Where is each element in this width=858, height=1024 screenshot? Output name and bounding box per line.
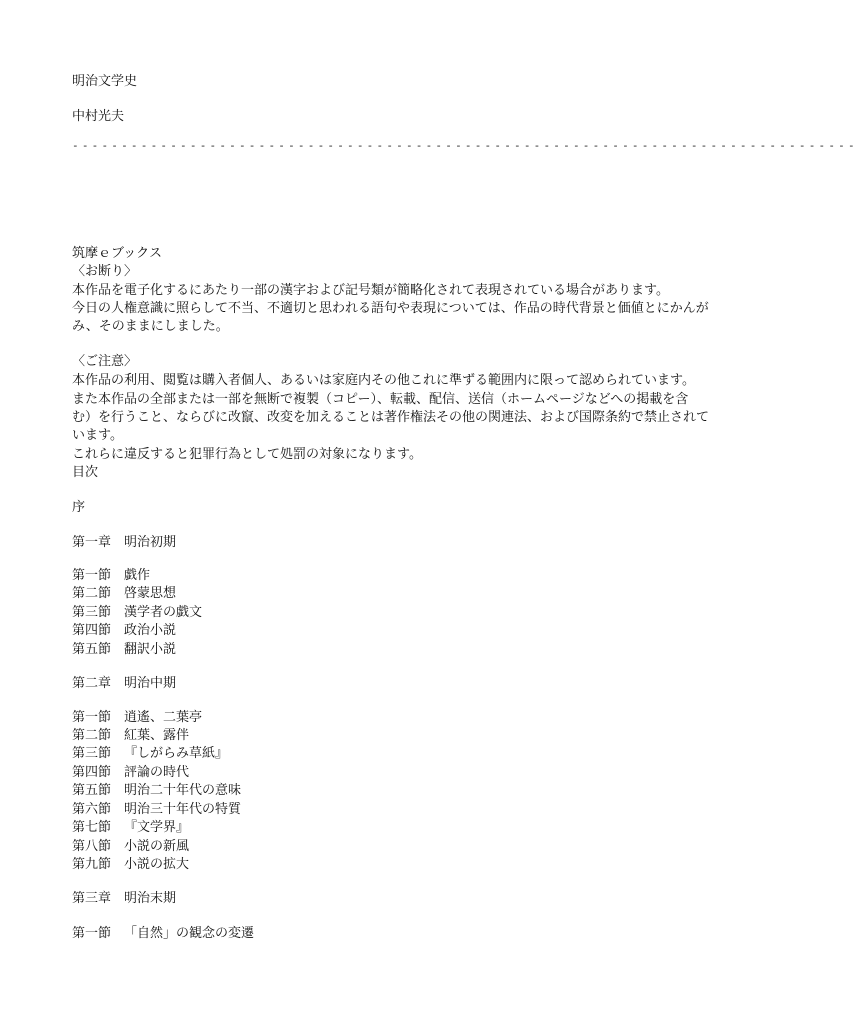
toc-preface: 序 (72, 500, 86, 515)
caution-text-1: 本作品の利用、閲覧は購入者個人、あるいは家庭内その他これに準ずる範囲内に限って認められています。 (72, 373, 695, 388)
toc-section[interactable] (72, 727, 189, 745)
section-title: 翻訳小説 (124, 642, 177, 657)
section-title: 政治小説 (124, 623, 177, 638)
section-label: 第二節 (72, 728, 112, 743)
section-label: 第四節 (72, 623, 112, 638)
separator-line: -------------------------------------------------------------------------------- (72, 139, 858, 152)
section-label: 第五節 (72, 642, 112, 657)
toc-chapter-2[interactable] (72, 675, 176, 693)
chapter-title: 明治中期 (124, 676, 177, 691)
section-label: 第一節 (72, 926, 112, 941)
toc-section[interactable] (72, 604, 202, 622)
disclaimer-text-2a: 今日の人権意識に照らして不当、不適切と思われる語句や表現については、作品の時代背景と価値とにかんが (72, 301, 709, 316)
disclaimer-text-2b: み、そのままにしました。 (72, 319, 229, 334)
section-label: 第二節 (72, 586, 112, 601)
section-title: 「自然」の観念の変遷 (124, 926, 255, 941)
chapter-label: 第二章 (72, 676, 112, 691)
publisher-name: 筑摩ｅブックス (72, 246, 162, 261)
section-label: 第四節 (72, 765, 112, 780)
toc-section[interactable] (72, 622, 176, 640)
section-title: 紅葉、露伴 (124, 728, 190, 743)
section-label: 第三節 (72, 746, 112, 761)
toc-section[interactable] (72, 567, 150, 585)
section-title: 小説の拡大 (124, 857, 190, 872)
toc-section[interactable] (72, 745, 228, 763)
section-label: 第一節 (72, 710, 112, 725)
section-title: 漢学者の戯文 (124, 605, 203, 620)
toc-chapter-3[interactable] (72, 890, 176, 908)
caution-heading: 〈ご注意〉 (72, 354, 138, 369)
disclaimer-heading: 〈お断り〉 (72, 264, 138, 279)
caution-text-2c: います。 (72, 428, 123, 443)
section-label: 第一節 (72, 568, 112, 583)
section-title: 明治二十年代の意味 (124, 783, 242, 798)
section-title: 『しがらみ草紙』 (124, 746, 229, 761)
section-title: 評論の時代 (124, 765, 190, 780)
section-title: 啓蒙思想 (124, 586, 177, 601)
chapter-label: 第三章 (72, 891, 112, 906)
toc-section[interactable] (72, 585, 176, 603)
toc-section[interactable] (72, 764, 189, 782)
section-title: 『文学界』 (124, 820, 190, 835)
section-label: 第八節 (72, 839, 112, 854)
section-title: 戯作 (124, 568, 151, 583)
toc-section[interactable] (72, 641, 176, 659)
book-title: 明治文学史 (72, 74, 138, 89)
section-label: 第九節 (72, 857, 112, 872)
toc-section[interactable] (72, 819, 189, 837)
section-label: 第五節 (72, 783, 112, 798)
book-author: 中村光夫 (72, 109, 125, 124)
caution-text-2a: また本作品の全部または一部を無断で複製（コピー）、転載、配信、送信（ホームページなどへの掲載を含 (72, 392, 689, 407)
toc-section[interactable] (72, 856, 189, 874)
toc-section[interactable] (72, 838, 189, 856)
chapter-label: 第一章 (72, 535, 112, 550)
section-label: 第七節 (72, 820, 112, 835)
toc-section[interactable] (72, 925, 254, 943)
toc-chapter-1[interactable] (72, 534, 176, 552)
section-title: 小説の新風 (124, 839, 190, 854)
toc-heading: 目次 (72, 465, 99, 480)
caution-text-3: これらに違反すると犯罪行為として処罰の対象になります。 (72, 447, 422, 462)
chapter-title: 明治初期 (124, 535, 177, 550)
section-label: 第六節 (72, 802, 112, 817)
section-title: 逍遙、二葉亭 (124, 710, 203, 725)
section-label: 第三節 (72, 605, 112, 620)
toc-section[interactable] (72, 801, 241, 819)
section-title: 明治三十年代の特質 (124, 802, 242, 817)
toc-section[interactable] (72, 782, 241, 800)
toc-section[interactable] (72, 709, 202, 727)
chapter-title: 明治末期 (124, 891, 177, 906)
disclaimer-text-1: 本作品を電子化するにあたり一部の漢字および記号類が簡略化されて表現されている場合があります。 (72, 283, 669, 298)
caution-text-2b: む）を行うこと、ならびに改竄、改変を加えることは著作権法その他の関連法、および国際条約で禁止されて (72, 410, 710, 425)
